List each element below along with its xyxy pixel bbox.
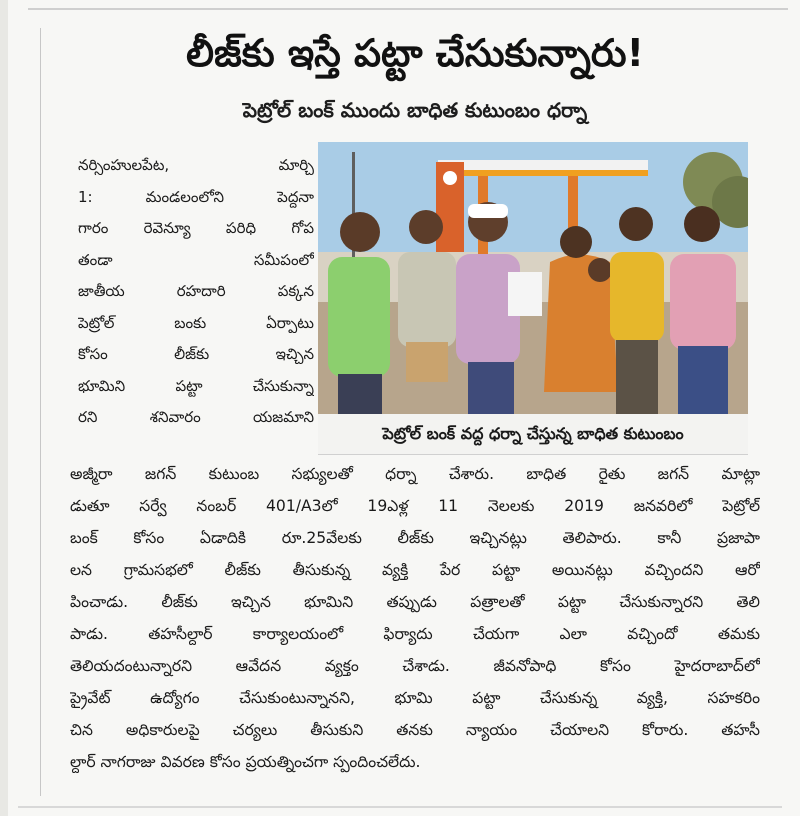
text-line: అజ్మీరా జగన్ కుటుంబ సభ్యులతో ధర్నా చేశారు. బాధిత రైతు జగన్ మాట్లా bbox=[70, 465, 760, 483]
page-margin-strip bbox=[0, 0, 8, 816]
text-line: పించాడు. లీజ్‌కు ఇచ్చిన భూమిని తప్పుడు పత్రాలతో పట్టా చేసుకున్నారని తెలి bbox=[70, 593, 760, 611]
text-line: చిన అధికారులపై చర్యలు తీసుకుని తనకు న్యాయం చేయాలని కోరారు. తహసీ bbox=[70, 721, 760, 739]
text-line: పాడు. తహసీల్దార్ కార్యాలయంలో ఫిర్యాదు చేయగా ఎలా వచ్చిందో తమకు bbox=[70, 625, 760, 643]
text-line: లన గ్రామసభలో లీజ్‌కు తీసుకున్న వ్యక్తి పేర పట్టా అయినట్లు వచ్చిందని ఆరో bbox=[70, 561, 760, 579]
headline: లీజ్‌కు ఇస్తే పట్టా చేసుకున్నారు! bbox=[186, 31, 644, 75]
text-line: బంక్ కోసం ఏడాదికి రూ.25వేలకు లీజ్‌కు ఇచ్చినట్లు తెలిపారు. కానీ ప్రజాపా bbox=[70, 529, 760, 547]
text-line: డుతూ సర్వే నంబర్ 401/A3లో 19ఎళ్ల 11 నెలలకు 2019 జనవరిలో పెట్రోల్ bbox=[70, 497, 760, 515]
text-line: కోసం లీజ్‌కు ఇచ్చిన bbox=[78, 345, 314, 363]
photo-caption: పెట్రోల్ బంక్ వద్ద ధర్నా చేస్తున్న బాధిత కుటుంబం bbox=[318, 414, 748, 455]
text-line: రని శనివారం యజమాని bbox=[78, 408, 314, 426]
article-lead-column bbox=[78, 150, 314, 434]
photo-illustration bbox=[318, 142, 748, 414]
text-line: పెట్రోల్ బంకు ఏర్పాటు bbox=[78, 313, 314, 332]
column-divider bbox=[40, 28, 41, 796]
text-line: 1: మండలంలోని పెద్దనా bbox=[78, 187, 314, 206]
text-line: గారం రెవెన్యూ పరిధి గోప bbox=[78, 219, 314, 237]
article-body bbox=[70, 458, 760, 778]
news-article bbox=[70, 18, 760, 808]
text-line: జాతీయ రహదారి పక్కన bbox=[78, 282, 314, 300]
subheadline: పెట్రోల్ బంక్ ముందు బాధిత కుటుంబం ధర్నా bbox=[242, 98, 588, 122]
text-line: ల్దార్ నాగరాజు వివరణ కోసం ప్రయత్నించగా స్పందించలేదు. bbox=[70, 753, 421, 771]
text-line: భూమిని పట్టా చేసుకున్నా bbox=[78, 376, 314, 395]
text-line: తెలియదంటున్నారని ఆవేదన వ్యక్తం చేశాడు. జీవనోపాధి కోసం హైదరాబాద్‌లో bbox=[70, 657, 760, 675]
top-rule bbox=[28, 8, 788, 10]
text-line: ప్రైవేట్ ఉద్యోగం చేసుకుంటున్నానని, భూమి పట్టా చేసుకున్న వ్యక్తి, సహకరిం bbox=[70, 689, 760, 707]
text-line: నర్సింహులపేట, మార్చి bbox=[78, 156, 314, 174]
news-photo bbox=[318, 142, 748, 414]
bottom-rule bbox=[18, 806, 782, 808]
text-line: తండా సమీపంలో bbox=[78, 250, 314, 269]
